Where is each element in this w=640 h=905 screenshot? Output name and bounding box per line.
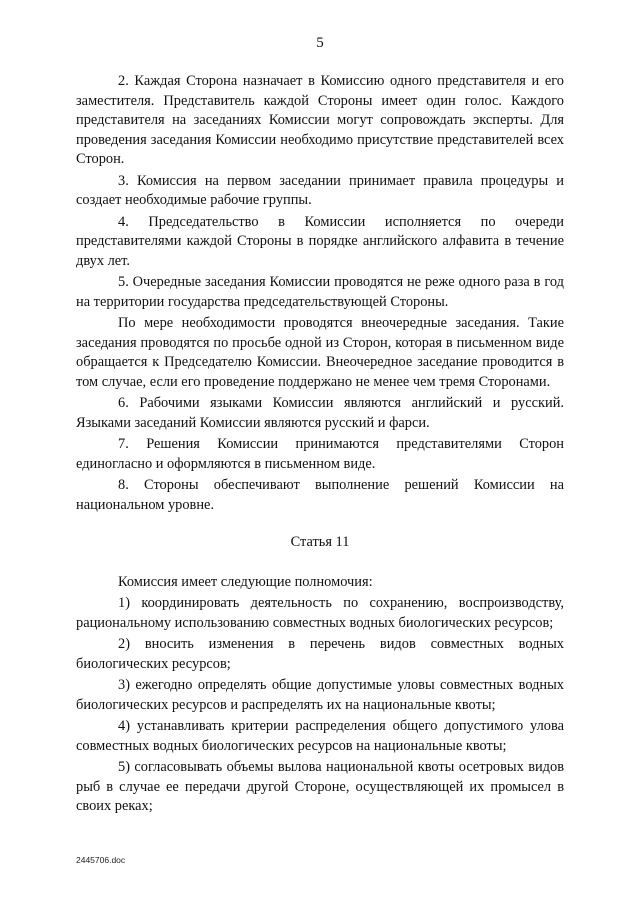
list-item: 1) координировать деятельность по сохранению, воспроизводству, рациональному использованию совместных водных биологических ресурсов; — [76, 595, 564, 631]
document-body — [76, 72, 564, 819]
article-heading: Статья 11 — [290, 534, 350, 550]
document-file-code: 2445706.doc — [76, 855, 126, 865]
paragraph: 4. Председательство в Комиссии исполняется по очереди представителями каждой Стороны в порядке английского алфавита в течение двух лет. — [76, 213, 564, 269]
list-item: 3) ежегодно определять общие допустимые уловы совместных водных биологических ресурсов и распределять их на национальные квоты; — [76, 677, 564, 713]
paragraph: 7. Решения Комиссии принимаются представителями Сторон единогласно и оформляются в письменном виде. — [76, 436, 564, 472]
paragraph: 5. Очередные заседания Комиссии проводятся не реже одного раза в год на территории государства председательствующей Стороны. — [76, 274, 564, 310]
paragraph: По мере необходимости проводятся внеочередные заседания. Такие заседания проводятся по просьбе одной из Сторон, которая в письменном виде обращается к Председателю Комиссии. Внеочередное заседание проводится в том случае, если его проведение поддержано не менее чем тремя Сторонами. — [76, 315, 564, 390]
paragraph: Комиссия имеет следующие полномочия: — [118, 573, 373, 590]
list-item: 5) согласовывать объемы вылова национальной квоты осетровых видов рыб в случае ее передачи другой Стороне, осуществляющей их промысел в своих реках; — [76, 759, 564, 814]
page-number: 5 — [316, 35, 324, 51]
paragraph: 2. Каждая Сторона назначает в Комиссию одного представителя и его заместителя. Представитель каждой Стороны имеет один голос. Каждого представителя на заседаниях Комиссии могут сопровождать эксперты. Для проведения заседания Комиссии необходимо присутствие представителей всех Сторон. — [76, 73, 564, 167]
list-item: 4) устанавливать критерии распределения общего допустимого улова совместных водных биологических ресурсов на национальные квоты; — [76, 718, 564, 754]
paragraph: 6. Рабочими языками Комиссии являются английский и русский. Языками заседаний Комиссии являются русский и фарси. — [76, 395, 564, 431]
list-item: 2) вносить изменения в перечень видов совместных водных биологических ресурсов; — [76, 636, 564, 672]
paragraph: 3. Комиссия на первом заседании принимает правила процедуры и создает необходимые рабочие группы. — [76, 172, 564, 208]
paragraph: 8. Стороны обеспечивают выполнение решений Комиссии на национальном уровне. — [76, 477, 564, 513]
